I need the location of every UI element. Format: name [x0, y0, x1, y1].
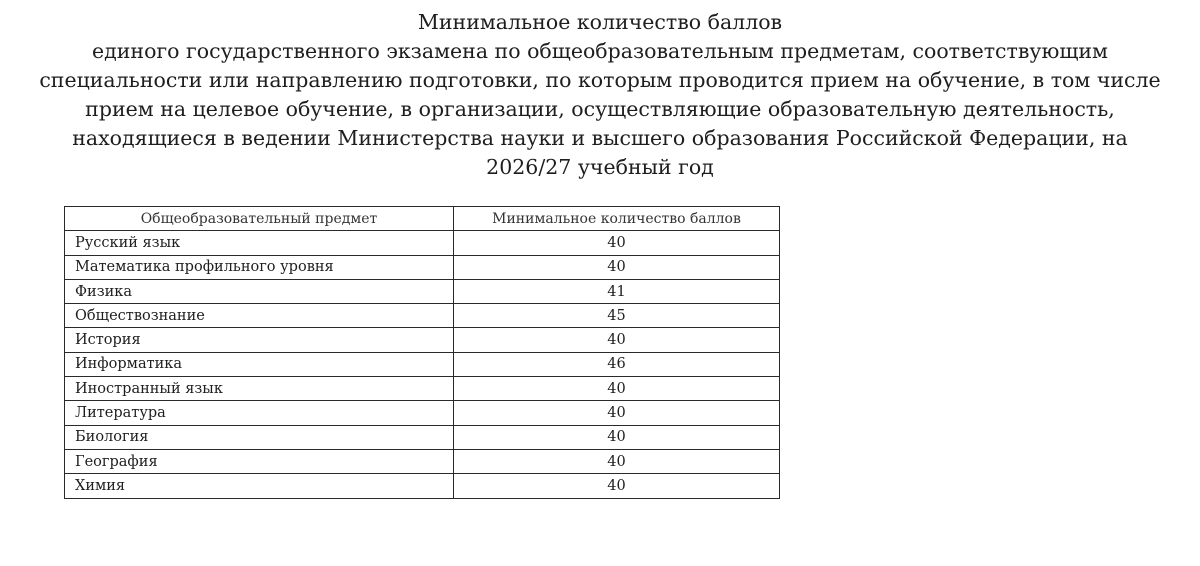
table-row: [65, 279, 780, 303]
table-row: [65, 328, 780, 352]
table-row: [65, 231, 780, 255]
subject-cell: Русский язык: [65, 231, 454, 255]
table-row: [65, 474, 780, 498]
min-scores-table: [64, 206, 780, 499]
title-line: 2026/27 учебный год: [486, 155, 714, 179]
table-row: [65, 377, 780, 401]
score-cell: 45: [454, 304, 780, 328]
score-cell: 40: [454, 328, 780, 352]
score-cell: 40: [454, 449, 780, 473]
title-line: специальности или направлению подготовки, по которым проводится прием на обучение, в том числе: [39, 68, 1161, 92]
table-row: [65, 425, 780, 449]
score-cell: 40: [454, 474, 780, 498]
table-row: [65, 304, 780, 328]
score-cell: 40: [454, 425, 780, 449]
subject-cell: Информатика: [65, 352, 454, 376]
score-cell: 40: [454, 255, 780, 279]
subject-cell: Физика: [65, 279, 454, 303]
score-cell: 40: [454, 377, 780, 401]
score-cell: 41: [454, 279, 780, 303]
subject-cell: Химия: [65, 474, 454, 498]
table-row: [65, 352, 780, 376]
header-score: Минимальное количество баллов: [454, 207, 780, 231]
subject-cell: Литература: [65, 401, 454, 425]
subject-cell: География: [65, 449, 454, 473]
header-subject: Общеобразовательный предмет: [65, 207, 454, 231]
subject-cell: Математика профильного уровня: [65, 255, 454, 279]
score-cell: 40: [454, 231, 780, 255]
table-row: [65, 449, 780, 473]
title-line: находящиеся в ведении Министерства науки и высшего образования Российской Федерации, на: [72, 126, 1128, 150]
subject-cell: Биология: [65, 425, 454, 449]
table-row: [65, 401, 780, 425]
subject-cell: Иностранный язык: [65, 377, 454, 401]
subject-cell: История: [65, 328, 454, 352]
document-title: [0, 8, 1200, 182]
title-line: Минимальное количество баллов: [417, 10, 783, 34]
score-cell: 46: [454, 352, 780, 376]
subject-cell: Обществознание: [65, 304, 454, 328]
table-header-row: [65, 207, 780, 231]
title-line: единого государственного экзамена по общеобразовательным предметам, соответствующим: [92, 39, 1108, 63]
score-cell: 40: [454, 401, 780, 425]
table-row: [65, 255, 780, 279]
title-line: прием на целевое обучение, в организации, осуществляющие образовательную деятельность,: [85, 97, 1115, 121]
